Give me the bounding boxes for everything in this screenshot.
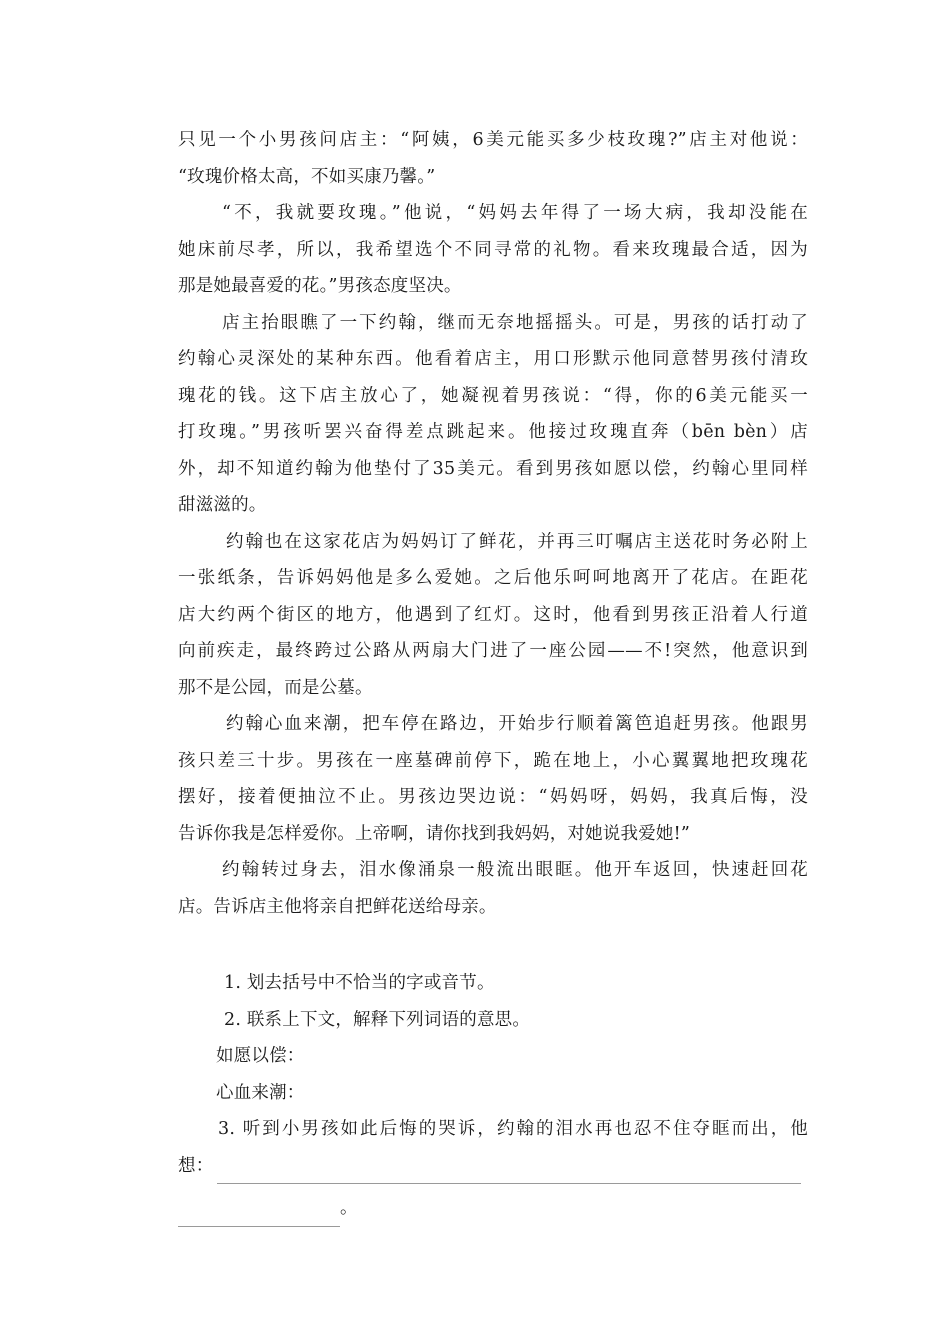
text-line: 店大约两个街区的地方，他遇到了红灯。这时，他看到男孩正沿着人行道: [178, 604, 808, 625]
text-line: 甜滋滋的。: [178, 495, 267, 515]
question-3-end: 。: [340, 1198, 358, 1218]
text-line: 向前疾走，最终跨过公路从两扇大门进了一座公园——不!突然，他意识到: [178, 641, 808, 661]
answer-blank-long[interactable]: [217, 1161, 801, 1184]
text-line: 她床前尽孝，所以，我希望选个不同寻常的礼物。看来玫瑰最合适，因为: [178, 239, 808, 260]
text-line: 瑰花的钱。这下店主放心了，她凝视着男孩说：“得，你的6美元能买一: [178, 385, 808, 406]
paragraph-6: [178, 852, 808, 925]
paragraph-2: [178, 195, 808, 305]
text-line: 店。告诉店主他将亲自把鲜花送给母亲。: [178, 896, 497, 917]
text-line: 约翰也在这家花店为妈妈订了鲜花，并再三叮嘱店主送花时务必附上: [226, 531, 808, 552]
text-line: 打玫瑰。”男孩听罢兴奋得差点跳起来。他接过玫瑰直奔（bēn bèn）店: [178, 422, 808, 442]
paragraph-5: [178, 706, 808, 852]
text-line: 孩只差三十步。男孩在一座墓碑前停下，跪在地上，小心翼翼地把玫瑰花: [178, 750, 808, 771]
question-3-answer-line: [178, 1148, 808, 1185]
paragraph-3: [178, 305, 808, 524]
paragraph-4: [178, 524, 808, 707]
text-line: 摆好，接着便抽泣不止。男孩边哭边说：“妈妈呀，妈妈，我真后悔，没: [178, 787, 808, 807]
questions-section: [178, 965, 808, 1227]
text-line: 只见一个小男孩问店主：“阿姨，6美元能买多少枝玫瑰?”店主对他说：: [178, 130, 808, 150]
text-line: “不，我就要玫瑰。”他说，“妈妈去年得了一场大病，我却没能在: [222, 203, 808, 223]
text-line: “玫瑰价格太高，不如买康乃馨。”: [178, 166, 436, 187]
question-3-answer-line-2: [178, 1190, 808, 1227]
section-gap: [178, 925, 808, 965]
question-2-term-2: 心血来潮：: [216, 1082, 305, 1103]
text-line: 那不是公园，而是公墓。: [178, 677, 373, 698]
text-line: 约翰心血来潮，把车停在路边，开始步行顺着篱笆追赶男孩。他跟男: [226, 714, 808, 734]
question-3: 3. 听到小男孩如此后悔的哭诉，约翰的泪水再也忍不住夺眶而出，他: [218, 1119, 808, 1139]
text-line: 一张纸条，告诉妈妈他是多么爱她。之后他乐呵呵地离开了花店。在距花: [178, 568, 808, 588]
question-2: 2. 联系上下文，解释下列词语的意思。: [224, 1009, 531, 1030]
question-2-term-1: 如愿以偿：: [216, 1046, 305, 1066]
text-line: 外，却不知道约翰为他垫付了35美元。看到男孩如愿以偿，约翰心里同样: [178, 458, 808, 479]
document-page: [178, 122, 808, 1227]
text-line: 那是她最喜爱的花。”男孩态度坚决。: [178, 276, 462, 296]
text-line: 店主抬眼瞧了一下约翰，继而无奈地摇摇头。可是，男孩的话打动了: [222, 312, 808, 333]
question-1: 1. 划去括号中不恰当的字或音节。: [224, 973, 495, 993]
paragraph-1: [178, 122, 808, 195]
question-3-prefix: 想：: [178, 1155, 214, 1176]
text-line: 告诉你我是怎样爱你。上帝啊，请你找到我妈妈，对她说我爱她!”: [178, 823, 690, 844]
answer-blank-short[interactable]: [178, 1204, 340, 1227]
text-line: 约翰心灵深处的某种东西。他看着店主，用口形默示他同意替男孩付清玫: [178, 349, 808, 369]
text-line: 约翰转过身去，泪水像涌泉一般流出眼眶。他开车返回，快速赶回花: [222, 860, 808, 880]
